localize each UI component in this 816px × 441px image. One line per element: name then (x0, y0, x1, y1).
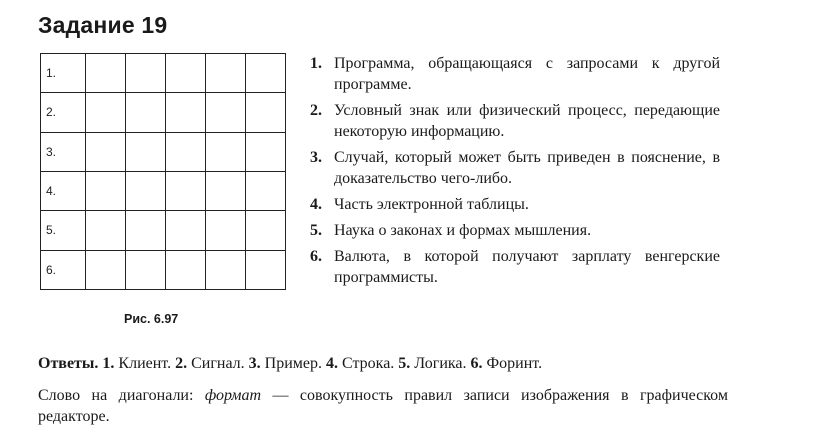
grid-cell (166, 93, 206, 132)
diagonal-prefix: Слово на диагонали: (38, 387, 194, 404)
grid-cell (206, 171, 246, 210)
grid-cell (246, 211, 286, 250)
grid-cell (86, 171, 126, 210)
question-text: Валюта, в которой получают зарплату венгерские программисты. (334, 248, 720, 286)
grid-row-number: 3. (41, 132, 86, 171)
answer-word: Строка. (342, 355, 395, 372)
grid-cell (246, 54, 286, 93)
grid-cell (166, 211, 206, 250)
grid-row (41, 211, 286, 250)
task-title: Задание 19 (38, 12, 168, 38)
answer-number: 1. (102, 355, 115, 372)
answers-label: Ответы. (38, 355, 99, 372)
answer-number: 2. (175, 355, 188, 372)
grid-row (41, 54, 286, 93)
answer-word: Форинт. (486, 355, 543, 372)
grid-cell (166, 250, 206, 289)
grid-cell (246, 132, 286, 171)
question-number: 4. (310, 196, 322, 213)
grid-cell (166, 54, 206, 93)
grid-row-number: 5. (41, 211, 86, 250)
question-item (310, 147, 720, 189)
grid-row-number: 6. (41, 250, 86, 289)
grid-cell (206, 54, 246, 93)
grid-cell (206, 211, 246, 250)
grid-cell (246, 250, 286, 289)
question-number: 1. (310, 55, 322, 72)
crossword-grid (40, 53, 286, 290)
grid-cell (126, 171, 166, 210)
question-text: Программа, обращающаяся с запросами к другой программе. (334, 55, 720, 93)
grid-cell (206, 132, 246, 171)
grid-cell (126, 211, 166, 250)
grid-cell (86, 54, 126, 93)
question-text: Часть электронной таблицы. (334, 196, 529, 213)
answer-number: 3. (248, 355, 261, 372)
grid-cell (126, 132, 166, 171)
grid-row (41, 132, 286, 171)
question-item (310, 53, 720, 95)
question-text: Условный знак или физический процесс, передающие некоторую информацию. (334, 102, 720, 140)
question-item (310, 100, 720, 142)
grid-cell (86, 132, 126, 171)
answer-number: 5. (398, 355, 411, 372)
grid-row-number: 1. (41, 54, 86, 93)
answer-word: Сигнал. (191, 355, 245, 372)
grid-cell (206, 250, 246, 289)
diagonal-definition: — совокупность правил записи изображения в графическом редакторе. (38, 387, 728, 425)
question-number: 2. (310, 102, 322, 119)
diagonal-word: формат (204, 387, 262, 404)
answer-number: 6. (470, 355, 483, 372)
question-item (310, 246, 720, 288)
question-number: 3. (310, 149, 322, 166)
answer-word: Клиент. (118, 355, 172, 372)
grid-cell (86, 93, 126, 132)
answer-word: Пример. (264, 355, 323, 372)
grid-row (41, 93, 286, 132)
grid-cell (246, 171, 286, 210)
question-item (310, 194, 720, 215)
answers-line (38, 353, 738, 374)
grid-cell (246, 93, 286, 132)
grid-row (41, 171, 286, 210)
grid-cell (206, 93, 246, 132)
grid-cell (166, 171, 206, 210)
grid-cell (86, 250, 126, 289)
grid-row-number: 4. (41, 171, 86, 210)
question-number: 5. (310, 222, 322, 239)
question-item (310, 220, 720, 241)
grid-cell (166, 132, 206, 171)
figure-caption: Рис. 6.97 (124, 312, 179, 326)
grid-cell (86, 211, 126, 250)
answer-number: 4. (326, 355, 339, 372)
questions-list (310, 53, 720, 293)
grid-cell (126, 250, 166, 289)
question-number: 6. (310, 248, 322, 265)
answer-word: Логика. (414, 355, 467, 372)
grid-row (41, 250, 286, 289)
grid-cell (126, 93, 166, 132)
grid-cell (126, 54, 166, 93)
question-text: Случай, который может быть приведен в пояснение, в доказательство чего-либо. (334, 149, 720, 187)
question-text: Наука о законах и формах мышления. (334, 222, 592, 239)
grid-row-number: 2. (41, 93, 86, 132)
diagonal-word-note (38, 385, 728, 427)
